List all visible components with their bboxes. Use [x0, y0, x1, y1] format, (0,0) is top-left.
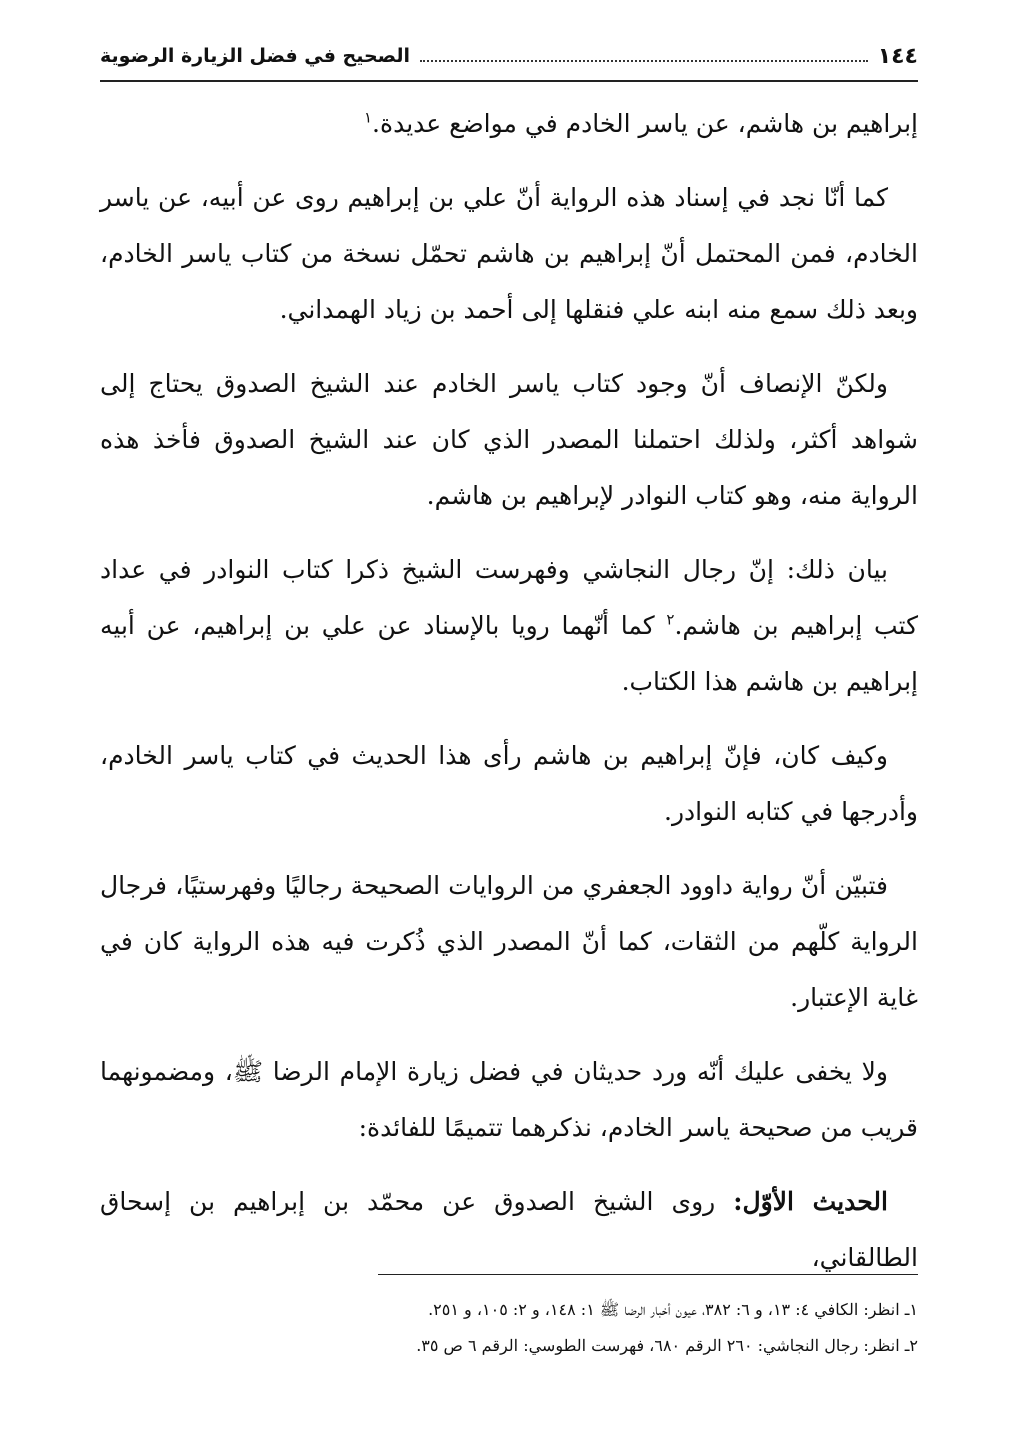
paragraph [100, 96, 918, 152]
footnote-rule [378, 1274, 918, 1275]
paragraph [100, 542, 918, 710]
header-rule [100, 80, 918, 82]
footnote-2: ٢ـ انظر: رجال النجاشي: ٢٦٠ الرقم ٦٨٠، فهرست الطوسي: الرقم ٦ ص ٣٥. [416, 1336, 918, 1355]
paragraph-text: وكيف كان، فإنّ إبراهيم بن هاشم رأى هذا الحديث في كتاب ياسر الخادم، وأدرجها في كتابه النوادر. [100, 741, 918, 826]
paragraph [100, 170, 918, 338]
footnote-marker: ١ [363, 108, 373, 127]
paragraph-text: كما أنّا نجد في إسناد هذه الرواية أنّ علي بن إبراهيم روى عن أبيه، عن ياسر الخادم، فمن المحتمل أنّ إبراهيم بن هاشم تحمّل نسخة من كتاب ياسر الخادم، وبعد ذلك سمع منه ابنه علي فنقلها إلى أحمد بن زياد الهمداني. [100, 183, 918, 324]
footnote-1: ١ـ انظر: الكافي ٤: ١٣، و ٦: ٣٨٢، عيون أخبار الرضا ﷺ ١: ١٤٨، و ٢: ١٠٥، و ٢٥١. [428, 1300, 918, 1319]
paragraph-text: بيان ذلك: إنّ رجال النجاشي وفهرست الشيخ ذكرا كتاب النوادر في عداد كتب إبراهيم بن هاشم. [100, 555, 918, 640]
paragraph-text: فتبيّن أنّ رواية داوود الجعفري من الروايات الصحيحة رجاليًا وفهرستيًا، فرجال الرواية كلّهم من الثقات، كما أنّ المصدر الذي ذُكرت فيه هذه الرواية كان في غاية الإعتبار. [100, 871, 918, 1012]
running-title: الصحيح في فضل الزيارة الرضوية [100, 45, 411, 67]
hadith-heading: الحديث الأوّل: [733, 1187, 888, 1216]
paragraph-text: كما أنّهما رويا بالإسناد عن علي بن إبراهيم، عن أبيه إبراهيم بن هاشم هذا الكتاب. [100, 611, 918, 696]
paragraph-text: إبراهيم بن هاشم، عن ياسر الخادم في مواضع عديدة. [372, 109, 918, 138]
body-text [100, 96, 918, 1304]
paragraph-text: روى الشيخ الصدوق عن محمّد بن إبراهيم بن إسحاق الطالقاني، [100, 1187, 918, 1272]
paragraph [100, 728, 918, 840]
paragraph [100, 858, 918, 1026]
paragraph-text: ولكنّ الإنصاف أنّ وجود كتاب ياسر الخادم عند الشيخ الصدوق يحتاج إلى شواهد أكثر، ولذلك احتملنا المصدر الذي كان عند الشيخ الصدوق فأخذ هذه الرواية منه، وهو كتاب النوادر لإبراهيم بن هاشم. [100, 369, 918, 510]
paragraph [100, 1044, 918, 1156]
paragraph [100, 356, 918, 524]
paragraph-text: ولا يخفى عليك أنّه ورد حديثان في فضل زيارة الإمام الرضا ﷺ، ومضمونهما قريب من صحيحة ياسر الخادم، نذكرهما تتميمًا للفائدة: [100, 1057, 918, 1142]
paragraph [100, 1174, 918, 1286]
footnote-marker: ٢ [666, 610, 675, 629]
header-dot-leader [420, 60, 868, 62]
footnotes [100, 1292, 918, 1364]
page-number: ١٤٤ [877, 43, 918, 69]
page-header [100, 36, 918, 76]
